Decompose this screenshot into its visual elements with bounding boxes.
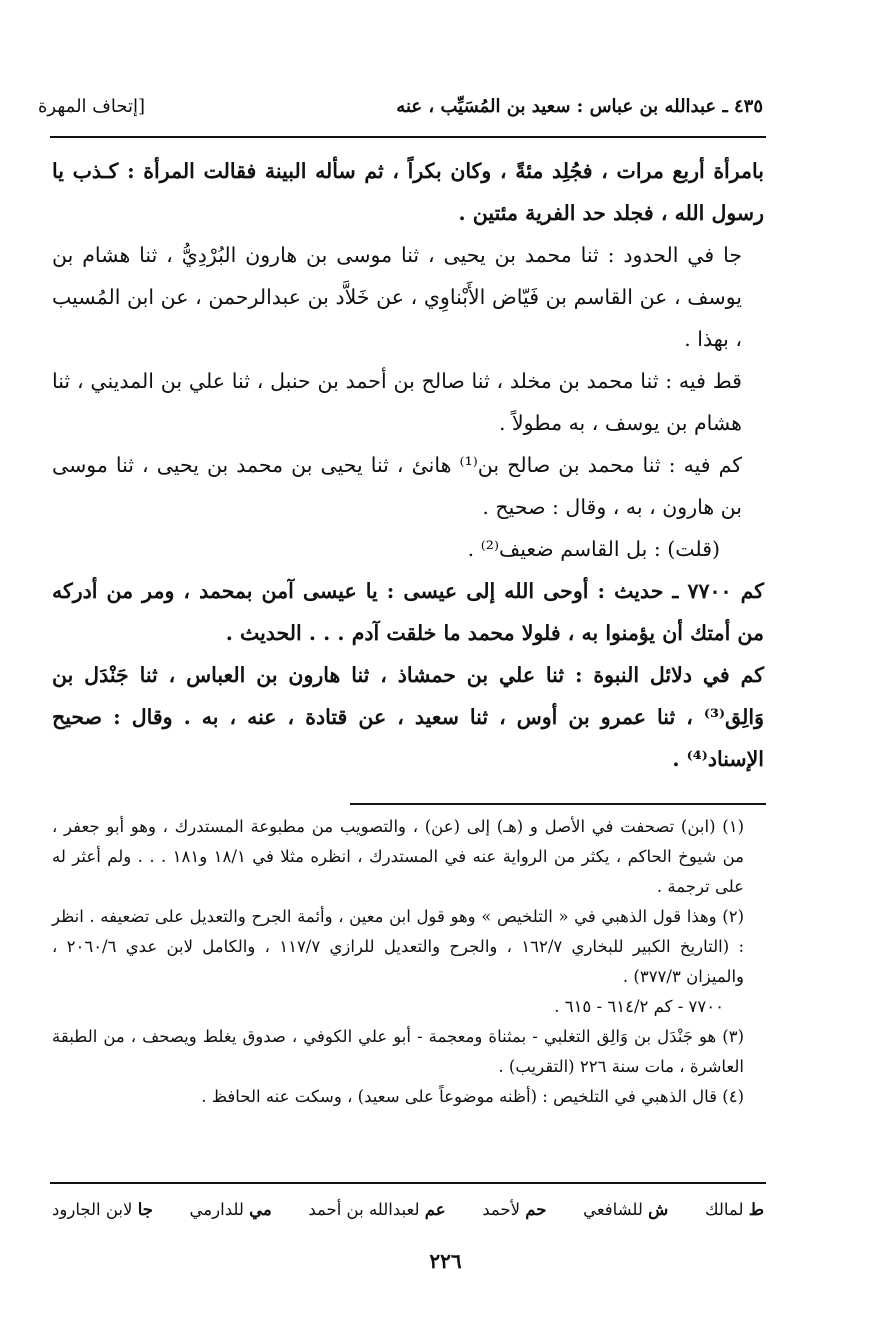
page-header — [38, 86, 763, 126]
footnote-3: (٣) هو جَنْدَل بن وَالِق التغلبي - بمثناة ومعجمة - أبو علي الكوفي ، صدوق يغلط ويصحف ، من الطبقة العاشرة ، مات سنة ٢٢٦ (التقريب) . — [52, 1027, 744, 1076]
header-rule — [50, 136, 766, 138]
footnote-ref-7700: ٧٧٠٠ - كم ٦١٤/٢ - ٦١٥ . — [554, 997, 724, 1016]
main-text — [52, 150, 764, 780]
paragraph-7: كم في دلائل النبوة : ثنا علي بن حمشاذ ، ثنا هارون بن العباس ، ثنا جَنْدَل بن وَالِق⁽³⁾ ، ثنا عمرو بن أوس ، ثنا سعيد ، عن قتادة ، عنه ، به . وقال : صحيح الإسناد⁽⁴⁾ . — [52, 663, 764, 771]
legend-item: ش للشافعي — [583, 1199, 669, 1219]
footnote-4: (٤) قال الذهبي في التلخيص : (أظنه موضوعاً على سعيد) ، وسكت عنه الحافظ . — [201, 1087, 744, 1106]
legend-item: جا لابن الجارود — [52, 1199, 153, 1219]
legend-item: ط لمالك — [704, 1199, 764, 1219]
hadith-7700: كم ٧٧٠٠ ـ حديث : أوحى الله إلى عيسى : يا عيسى آمن بمحمد ، ومر من أدركه من أمتك أن يؤمنوا به ، فلولا محمد ما خلقت آدم . . . الحديث . — [52, 579, 764, 645]
book-title: [إتحاف المهرة — [38, 95, 146, 117]
footnote-2: (٢) وهذا قول الذهبي في « التلخيص » وهو قول ابن معين ، وأئمة الجرح والتعديل على تضعيفه . انظر : (التاريخ الكبير للبخاري ١٦٢/٧ ، والجرح والتعديل للرازي ١١٧/٧ ، والكامل لابن عدي ٢٠٦٠/٦ ، والميزان ٣٧٧/٣) . — [52, 907, 745, 986]
paragraph-4: كم فيه : ثنا محمد بن صالح بن⁽¹⁾ هانئ ، ثنا يحيى بن محمد بن يحيى ، ثنا موسى بن هارون ، به ، وقال : صحيح . — [52, 453, 743, 519]
paragraph-1: بامرأة أربع مرات ، فجُلِد مئةً ، وكان بكراً ، ثم سأله البينة فقالت المرأة : كـذب يا رسول الله ، فجلد حد الفرية مئتين . — [52, 159, 764, 225]
page-number: ٢٢٦ — [429, 1249, 462, 1273]
paragraph-2: جا في الحدود : ثنا محمد بن يحيى ، ثنا موسى بن هارون البُرْدِيُّ ، ثنا هشام بن يوسف ، عن القاسم بن فَيّاض الأَبْناوِي ، عن خَلاَّد بن عبدالرحمن ، عن ابن المُسيب ، بهذا . — [52, 243, 742, 351]
footnote-1: (١) (ابن) تصحفت في الأصل و (هـ) إلى (عن) ، والتصويب من مطبوعة المستدرك ، وهو أبو جعفر ، من شيوخ الحاكم ، يكثر من الرواية عنه في المستدرك ، انظره مثلا في ١٨/١ و١٨١ . . . ولم أعثر له على ترجمة . — [52, 817, 744, 896]
legend-rule — [50, 1182, 766, 1184]
legend-item: حم لأحمد — [482, 1199, 547, 1219]
legend-item: عم لعبدالله بن أحمد — [308, 1199, 446, 1219]
legend-item: مي للدارمي — [189, 1199, 272, 1219]
footnotes — [52, 812, 764, 1112]
running-title: ٤٣٥ ـ عبدالله بن عباس : سعيد بن المُسَيِّب ، عنه — [396, 95, 763, 117]
abbreviation-legend — [52, 1192, 764, 1226]
paragraph-5: (قلت) : بل القاسم ضعيف⁽²⁾ . — [467, 537, 720, 561]
footnote-rule — [350, 803, 766, 805]
paragraph-3: قط فيه : ثنا محمد بن مخلد ، ثنا صالح بن أحمد بن حنبل ، ثنا علي بن المديني ، ثنا هشام بن يوسف ، به مطولاً . — [52, 369, 742, 435]
